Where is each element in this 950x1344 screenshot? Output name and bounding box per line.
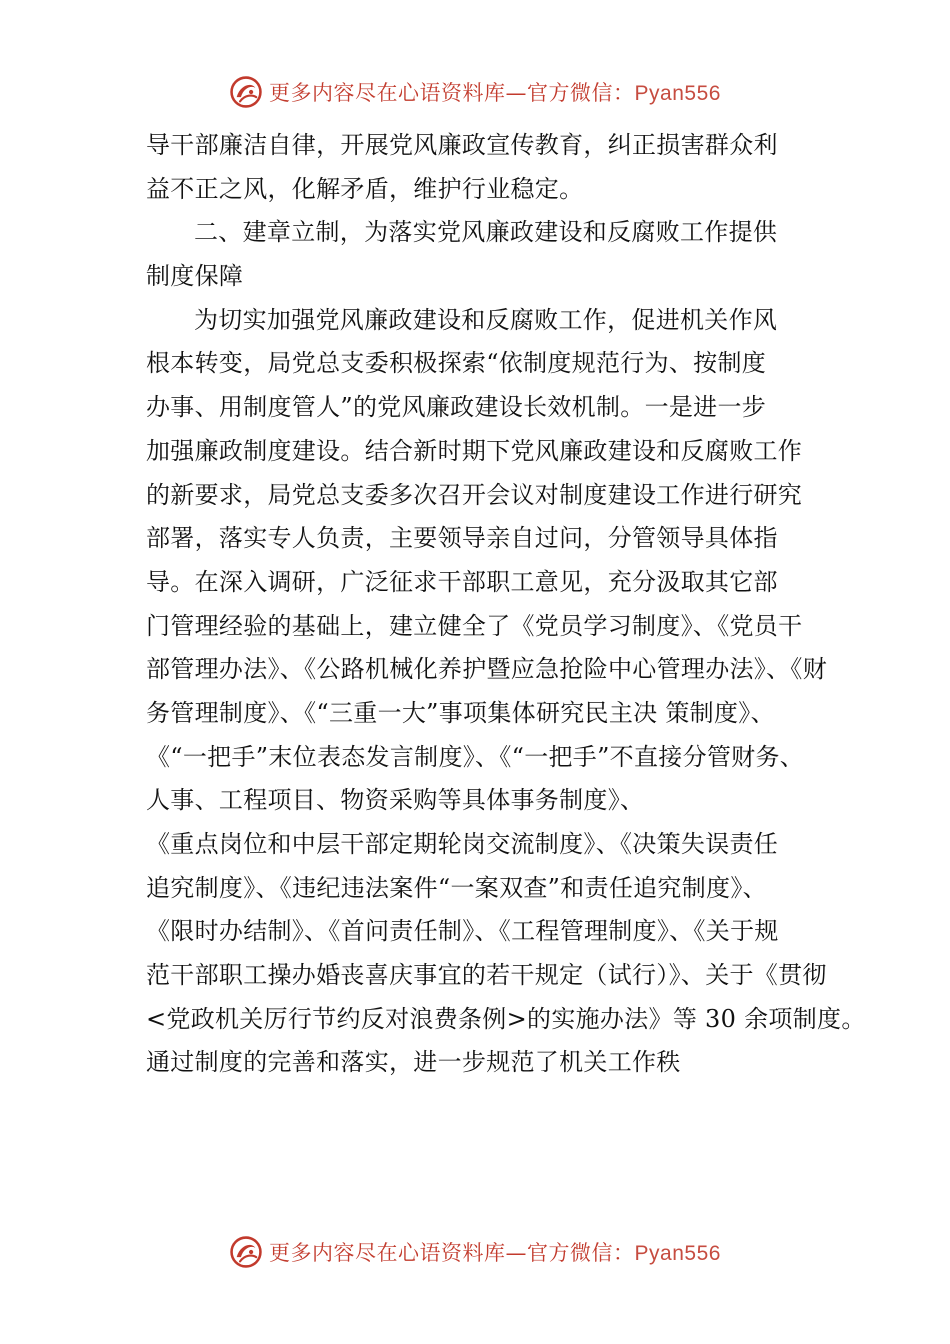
text-line: 人事、工程项目、物资采购等具体事务制度》、 <box>146 786 645 815</box>
text-line: 办事、用制度管人”的党风廉政建设长效机制。一是进一步 <box>146 393 767 422</box>
text-line: 导干部廉洁自律，开展党风廉政宣传教育，纠正损害群众利 <box>146 131 778 159</box>
text-line: <党政机关厉行节约反对浪费条例>的实施办法》等 30 余项制度。 <box>146 1004 866 1033</box>
text-line: 益不正之风，化解矛盾，维护行业稳定。 <box>146 174 584 203</box>
text-line: 加强廉政制度建设。结合新时期下党风廉政建设和反腐败工作 <box>146 436 803 465</box>
text-line: 部管理办法》、《公路机械化养护暨应急抢险中心管理办法》、《财 <box>146 655 827 684</box>
text-line: 为切实加强党风廉政建设和反腐败工作，促进机关作风 <box>194 305 778 334</box>
text-line: 范干部职工操办婚丧喜庆事宜的若干规定（试行）》、关于《贯彻 <box>146 961 827 990</box>
text-line: 门管理经验的基础上，建立健全了《党员学习制度》、《党员干 <box>146 611 803 640</box>
text-line: 《限时办结制》、《首问责任制》、《工程管理制度》、《关于规 <box>146 917 779 946</box>
watermark-text: 更多内容尽在心语资料库—官方微信：Pyan556 <box>269 81 721 105</box>
watermark-text: 更多内容尽在心语资料库—官方微信：Pyan556 <box>269 1241 721 1265</box>
text-line: 根本转变，局党总支委积极探索“依制度规范行为、按制度 <box>146 349 767 378</box>
text-line: 导。在深入调研，广泛征求干部职工意见，充分汲取其它部 <box>146 567 778 596</box>
swirl-logo-icon <box>229 1235 263 1269</box>
text-line: 《“一把手”末位表态发言制度》、《“一把手”不直接分管财务、 <box>146 742 805 771</box>
section-heading-continued: 制度保障 <box>146 262 244 291</box>
text-line: 通过制度的完善和落实，进一步规范了机关工作秩 <box>146 1048 681 1077</box>
footer-watermark <box>0 1232 950 1272</box>
text-line: 《重点岗位和中层干部定期轮岗交流制度》、《决策失误责任 <box>146 830 779 858</box>
text-line: 追究制度》、《违纪违法案件“一案双查”和责任追究制度》、 <box>146 873 767 902</box>
swirl-logo-icon <box>229 75 263 109</box>
document-body <box>146 124 866 1085</box>
header-watermark <box>0 72 950 112</box>
section-heading: 二、建章立制，为落实党风廉政建设和反腐败工作提供 <box>194 218 778 247</box>
text-line: 部署，落实专人负责，主要领导亲自过问，分管领导具体指 <box>146 524 778 553</box>
text-line: 务管理制度》、《“三重一大”事项集体研究民主决 策制度》、 <box>146 698 775 727</box>
text-line: 的新要求，局党总支委多次召开会议对制度建设工作进行研究 <box>146 480 803 509</box>
